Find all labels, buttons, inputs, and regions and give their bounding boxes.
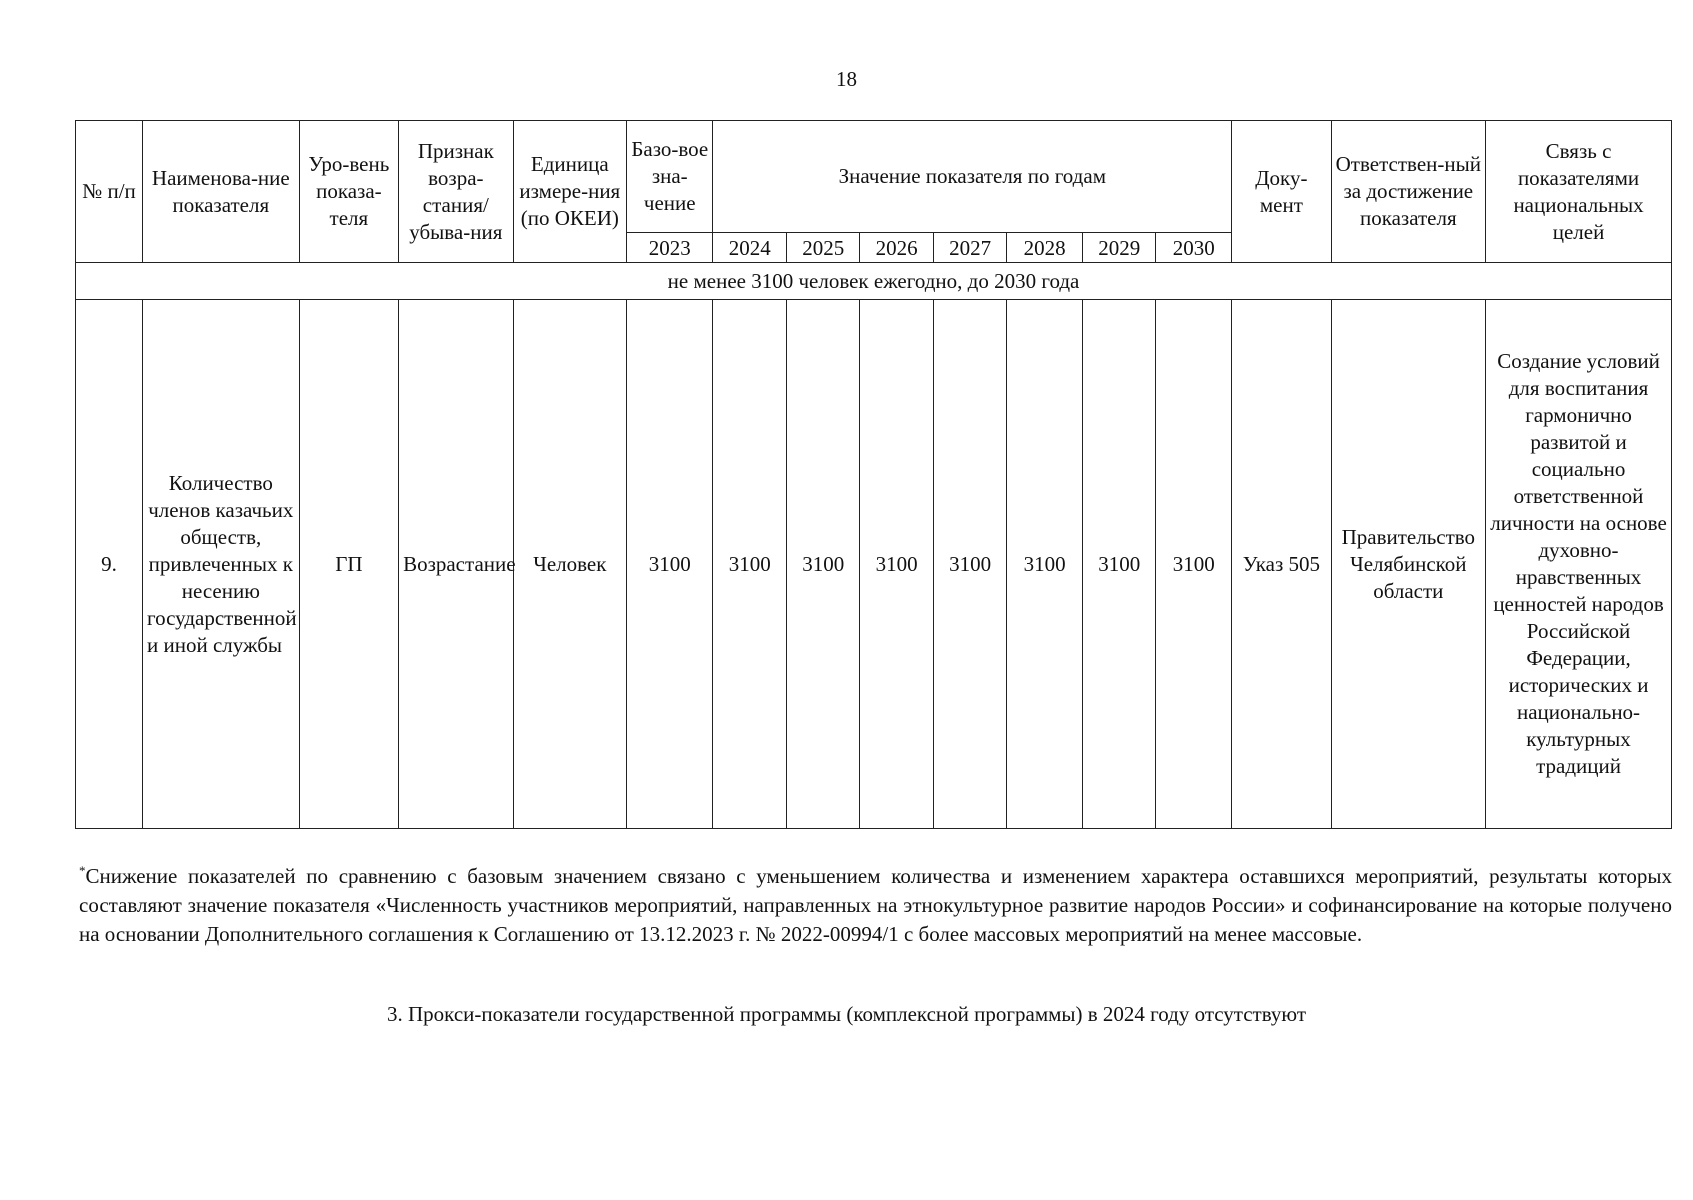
table-row: [76, 300, 1672, 829]
footnote-marker: *: [79, 863, 86, 878]
header-sign: Признак возра-стания/ убыва-ния: [399, 121, 514, 263]
header-year: 2026: [860, 233, 933, 263]
cell-base-value: 3100: [627, 300, 713, 829]
cell-value: 3100: [1007, 300, 1083, 829]
header-num: № п/п: [76, 121, 143, 263]
cell-level: ГП: [299, 300, 398, 829]
cell-link: Создание условий для воспитания гармонично развитой и социально ответственной личности на основе духовно-нравственных ценностей народов Российской Федерации, исторических и национально-культурных традиций: [1486, 300, 1672, 829]
cell-document: Указ 505: [1232, 300, 1331, 829]
cell-value: 3100: [786, 300, 859, 829]
header-values-by-year: Значение показателя по годам: [713, 121, 1232, 233]
cell-sign: Возрастание: [399, 300, 514, 829]
cell-value: 3100: [713, 300, 786, 829]
cell-unit: Человек: [513, 300, 626, 829]
header-document: Доку-мент: [1232, 121, 1331, 263]
footnote-text: Снижение показателей по сравнению с базовым значением связано с уменьшением количества и изменением характера оставшихся мероприятий, результаты которых составляют значение показателя «Численность участников мероприятий, направленных на этнокультурное развитие народов России» и софинансирование на которые получено на основании Дополнительного соглашения к Соглашению от 13.12.2023 г. № 2022-00994/1 с более массовых мероприятий на менее массовые.: [79, 864, 1672, 946]
cell-value: 3100: [933, 300, 1006, 829]
header-year: 2024: [713, 233, 786, 263]
header-level: Уро-вень показа-теля: [299, 121, 398, 263]
page-number: 18: [836, 67, 857, 91]
cell-value: 3100: [1082, 300, 1155, 829]
header-year: 2027: [933, 233, 1006, 263]
header-unit: Единица измере-ния (по ОКЕИ): [513, 121, 626, 263]
header-year: 2030: [1156, 233, 1232, 263]
cell-num: 9.: [76, 300, 143, 829]
section-heading: 3. Прокси-показатели государственной программы (комплексной программы) в 2024 году отсутствуют: [386, 1002, 1307, 1026]
header-link: Связь с показателями национальных целей: [1486, 121, 1672, 263]
table-subtitle: не менее 3100 человек ежегодно, до 2030 года: [76, 263, 1672, 300]
cell-name: Количество членов казачьих обществ, привлеченных к несению государственной и иной службы: [142, 300, 299, 829]
cell-value: 3100: [1156, 300, 1232, 829]
indicators-table: [75, 120, 1672, 829]
header-base: Базо-вое зна-чение: [627, 121, 713, 233]
header-year: 2023: [627, 233, 713, 263]
header-name: Наименова-ние показателя: [142, 121, 299, 263]
header-year: 2025: [786, 233, 859, 263]
header-responsible: Ответствен-ный за достижение показателя: [1331, 121, 1486, 263]
cell-responsible: Правительство Челябинской области: [1331, 300, 1486, 829]
header-year: 2029: [1082, 233, 1155, 263]
cell-value: 3100: [860, 300, 933, 829]
footnote: [79, 862, 1672, 949]
header-year: 2028: [1007, 233, 1083, 263]
